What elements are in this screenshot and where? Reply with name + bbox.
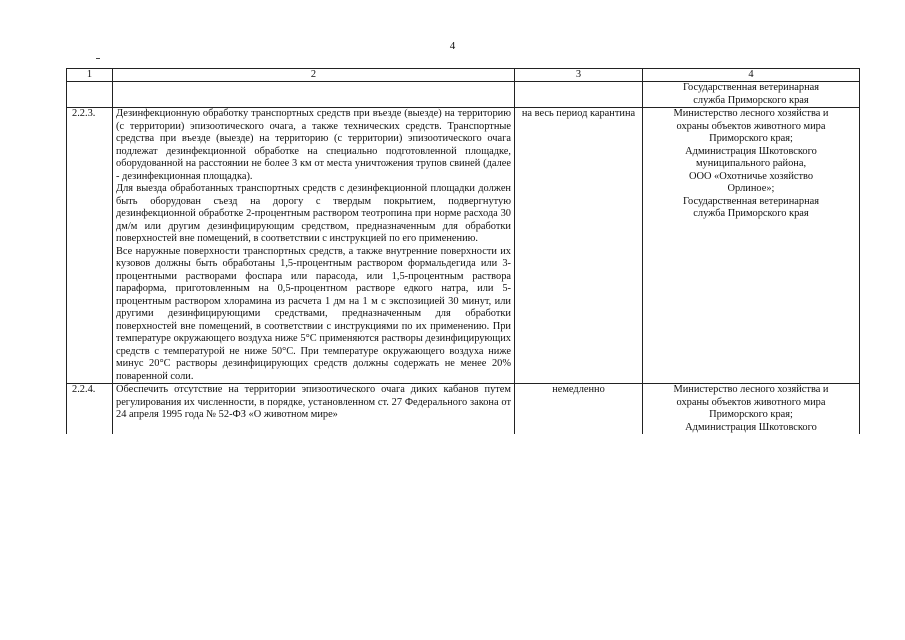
header-col-1: 1: [67, 69, 113, 82]
row-paragraph: Обеспечить отсутствие на территории эпизоотического очага диких кабанов путем регулирования их численности, в порядке, установленном ст. 27 Федерального закона от 24 апреля 1995 года № 52-ФЗ «О животном мире»: [116, 384, 511, 420]
header-col-4: 4: [643, 69, 860, 82]
table-row: [67, 384, 860, 435]
row-number: [67, 82, 113, 108]
row-responsible: [643, 384, 860, 435]
measures-table: [66, 68, 860, 434]
row-number: 2.2.4.: [67, 384, 113, 435]
row-term: немедленно: [515, 384, 643, 435]
row-text: [113, 384, 515, 435]
responsible-line: ООО «Охотничье хозяйство: [688, 170, 814, 182]
row-term: на весь период карантина: [515, 108, 643, 384]
row-number: 2.2.3.: [67, 108, 113, 384]
table-row: [67, 82, 860, 108]
responsible-line: муниципального района,: [695, 158, 807, 169]
row-responsible: [643, 82, 860, 108]
page-number: 4: [449, 40, 456, 52]
responsible-line: Государственная ветеринарная: [682, 195, 820, 207]
responsible-line: Приморского края;: [709, 133, 793, 144]
responsible-line: охраны объектов животного мира: [676, 120, 826, 132]
header-col-3: 3: [515, 69, 643, 82]
row-text: [113, 82, 515, 108]
row-paragraph: Все наружные поверхности транспортных средств, а также внутренние поверхности их кузовов должны быть обработаны 1,5-процентным раствором формальдегида или 3-процентными растворами фоспара или парасода, или 1,5-процентным раствора параформа, приготовленным на 0,5-процентном растворе едкого натра, или 5-процентным раствором хлорамина из расчета 1 дм на 1 м с экспозицией 30 минут, или другими дезинфицирующими средствами, предназначенным для обработки поверхностей вне помещений, в соответствии с инструкциями по их применению. При температуре окружающего воздуха ниже 5°С применяются растворы дезинфицирующих средств с температурой не ниже 50°С. При температуре окружающего воздуха ниже минус 20°С растворы дезинфицирующих средств должны содержать не менее 20% поваренной соли.: [116, 245, 511, 382]
responsible-line: служба Приморского края: [693, 208, 809, 219]
responsible-line: Государственная ветеринарная: [682, 82, 820, 93]
responsible-line: Министерство лесного хозяйства и: [673, 384, 829, 395]
responsible-line: охраны объектов животного мира: [676, 396, 826, 408]
header-col-2: 2: [113, 69, 515, 82]
row-paragraph: Дезинфекционную обработку транспортных средств при въезде (выезде) на территорию (с территории) эпизоотического очага, а также технических средств. Транспортные средства при въезде (выезде) на территорию (с территории) эпизоотического очага подлежат дезинфекционной обработке на специально подготовленной площадке, оборудованной на расстоянии не более 3 км от места уничтожения трупов свиней (далее - дезинфекционная площадка).: [116, 108, 511, 182]
responsible-line: служба Приморского края: [693, 94, 809, 106]
row-text: [113, 108, 515, 384]
responsible-line: Приморского края;: [709, 409, 793, 420]
responsible-line: Администрация Шкотовского: [685, 421, 817, 433]
row-responsible: [643, 108, 860, 384]
row-paragraph: Для выезда обработанных транспортных средств с дезинфекционной площадки должен быть оборудован съезд на дорогу с твердым покрытием, подвергнутую дезинфекционной обработке 2-процентным раствором теотропина при норме расхода 30 дм/м или другим дезинфицирующим средством, предназначенным для обработки поверхностей вне помещений, в соответствии с инструкцией по его применению.: [116, 183, 511, 244]
responsible-line: Министерство лесного хозяйства и: [673, 108, 829, 119]
margin-mark: [96, 58, 100, 59]
table-header-row: [67, 69, 860, 82]
table-row: [67, 108, 860, 384]
responsible-line: Администрация Шкотовского: [685, 145, 817, 157]
responsible-line: Орлиное»;: [727, 183, 775, 194]
row-term: [515, 82, 643, 108]
